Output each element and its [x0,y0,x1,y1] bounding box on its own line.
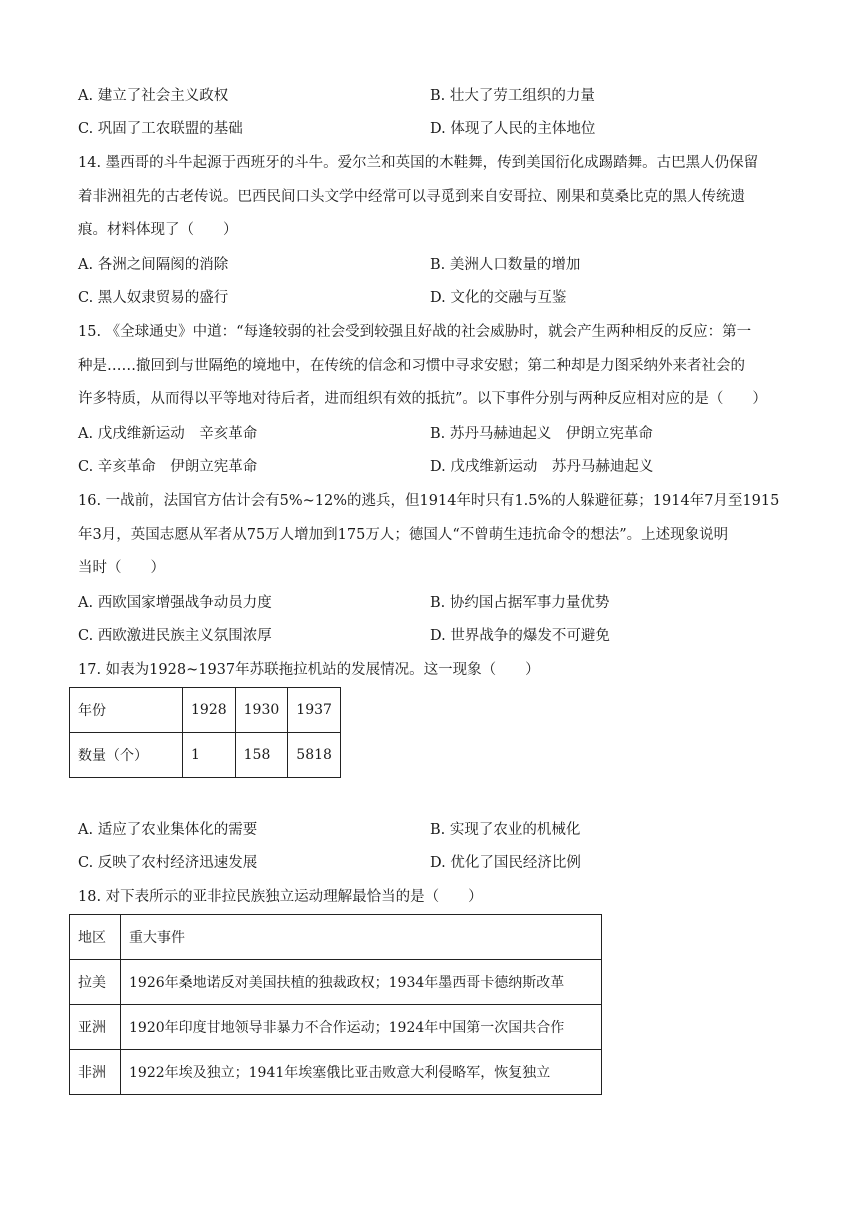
q16-option-b: B. 协约国占据军事力量优势 [430,595,610,611]
table-header-cell: 重大事件 [121,915,602,960]
table-cell: 1926年桑地诺反对美国扶植的独裁政权；1934年墨西哥卡德纳斯改革 [121,960,602,1005]
table-row [70,688,341,733]
table-cell: 拉美 [70,960,121,1005]
q13-option-a: A. 建立了社会主义政权 [78,88,229,104]
q16-option-a: A. 西欧国家增强战争动员力度 [78,595,272,611]
table-cell: 1920年印度甘地领导非暴力不合作运动；1924年中国第一次国共合作 [121,1005,602,1050]
table-cell: 年份 [70,688,183,733]
q14-option-c: C. 黑人奴隶贸易的盛行 [78,290,229,306]
q15-stem-line-2: 种是……撤回到与世隔绝的境地中，在传统的信念和习惯中寻求安慰；第二种却是力图采纳外来者社会的 [78,358,745,374]
q14-option-d: D. 文化的交融与互鉴 [430,290,567,306]
q17-option-a: A. 适应了农业集体化的需要 [78,822,258,838]
table-row [70,915,602,960]
table-cell: 亚洲 [70,1005,121,1050]
q18-table [69,914,602,1095]
q17-stem: 17. 如表为1928~1937年苏联拖拉机站的发展情况。这一现象（ ） [78,662,540,678]
table-cell: 1930 [235,688,288,733]
q16-stem-line-2: 年3月，英国志愿从军者从75万人增加到175万人；德国人“不曾萌生违抗命令的想法”。上述现象说明 [78,527,729,543]
table-row [70,1005,602,1050]
table-cell: 158 [235,733,288,778]
table-cell: 1928 [183,688,236,733]
q15-option-a: A. 戊戌维新运动 辛亥革命 [78,426,258,442]
table-row [70,733,341,778]
table-header-cell: 地区 [70,915,121,960]
q16-stem-line-1: 16. 一战前，法国官方估计会有5%~12%的逃兵，但1914年时只有1.5%的人躲避征募；1914年7月至1915 [78,493,780,509]
table-cell: 数量（个） [70,733,183,778]
table-cell: 1922年埃及独立；1941年埃塞俄比亚击败意大利侵略军，恢复独立 [121,1050,602,1095]
q17-option-b: B. 实现了农业的机械化 [430,822,581,838]
q13-option-d: D. 体现了人民的主体地位 [430,121,596,137]
table-cell: 1 [183,733,236,778]
table-cell: 1937 [288,688,341,733]
q15-option-b: B. 苏丹马赫迪起义 伊朗立宪革命 [430,426,653,442]
q16-option-d: D. 世界战争的爆发不可避免 [430,628,610,644]
q14-option-a: A. 各洲之间隔阂的消除 [78,257,229,273]
q13-option-b: B. 壮大了劳工组织的力量 [430,88,595,104]
q13-option-c: C. 巩固了工农联盟的基础 [78,121,243,137]
q16-stem-line-3: 当时（ ） [78,560,165,576]
q16-option-c: C. 西欧激进民族主义氛围浓厚 [78,628,272,644]
table-row [70,960,602,1005]
q15-stem-line-3: 许多特质，从而得以平等地对待后者，进而组织有效的抵抗”。以下事件分别与两种反应相对应的是（ ） [78,391,767,407]
q15-stem-line-1: 15. 《全球通史》中道：“每逢较弱的社会受到较强且好战的社会威胁时，就会产生两种相反的反应：第一 [78,324,752,340]
q17-option-c: C. 反映了农村经济迅速发展 [78,855,258,871]
q17-table [69,687,341,778]
q14-stem-line-3: 痕。材料体现了（ ） [78,222,238,238]
q14-stem-line-1: 14. 墨西哥的斗牛起源于西班牙的斗牛。爱尔兰和英国的木鞋舞，传到美国衍化成踢踏舞。古巴黑人仍保留 [78,155,759,171]
table-cell: 非洲 [70,1050,121,1095]
q18-stem: 18. 对下表所示的亚非拉民族独立运动理解最恰当的是（ ） [78,889,483,905]
q14-option-b: B. 美洲人口数量的增加 [430,257,581,273]
table-cell: 5818 [288,733,341,778]
table-row [70,1050,602,1095]
q17-option-d: D. 优化了国民经济比例 [430,855,581,871]
q14-stem-line-2: 着非洲祖先的古老传说。巴西民间口头文学中经常可以寻觅到来自安哥拉、刚果和莫桑比克的黑人传统遗 [78,189,745,205]
q15-option-d: D. 戊戌维新运动 苏丹马赫迪起义 [430,459,654,475]
q15-option-c: C. 辛亥革命 伊朗立宪革命 [78,459,258,475]
